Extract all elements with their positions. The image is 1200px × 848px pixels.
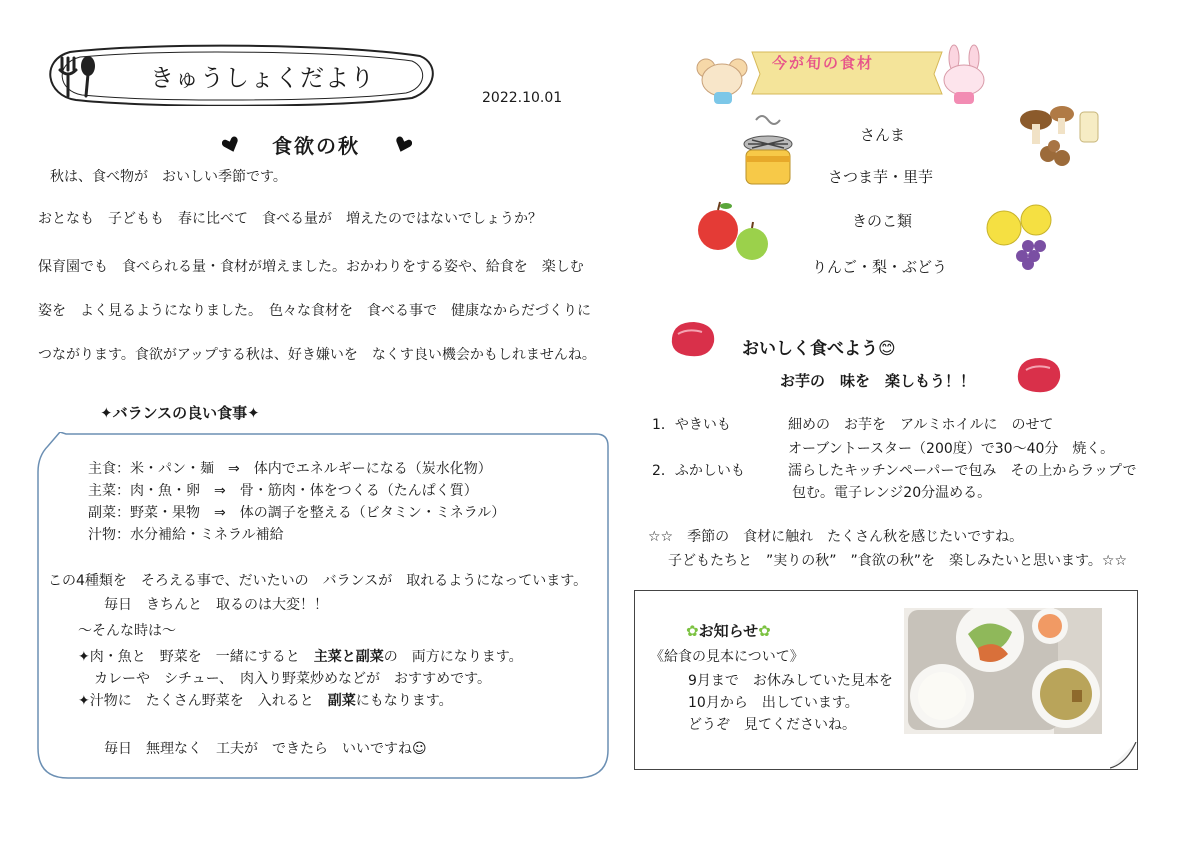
recipe-step: 細めの お芋を アルミホイルに のせて [788, 417, 1054, 433]
flower-icon: ✿ [758, 622, 771, 640]
sweet-potato-icon [1012, 352, 1066, 398]
recipe-heading: おいしく食べよう😊 [742, 339, 896, 359]
heart-icon [222, 136, 240, 154]
pear-grape-icon [984, 200, 1066, 272]
flower-icon: ✿ [686, 622, 699, 640]
tip-line: カレーや シチュー、 肉入り野菜炒めなどが おすすめです。 [94, 671, 492, 687]
seasonal-item: さつま芋・里芋 [828, 168, 934, 186]
balance-note: この4種類を そろえる事で、だいたいの バランスが 取れるようになっています。 [48, 573, 588, 589]
food-group-line: 主菜：肉・魚・卵 ⇒ 骨・筋肉・体をつくる（たんぱく質） [88, 483, 478, 499]
notice-line: どうぞ 見てくださいね。 [688, 717, 856, 733]
recipe-subheading: お芋の 味を 楽しもう！！ [780, 372, 976, 390]
sample-meal-photo [904, 608, 1102, 734]
food-group-line: 主食：米・パン・麺 ⇒ 体内でエネルギーになる（炭水化物） [88, 461, 492, 477]
notice-subtitle: 《給食の見本について》 [650, 649, 804, 665]
closing-line: 子どもたちと ”実りの秋” ”食欲の秋”を 楽しみたいと思います。☆☆ [668, 553, 1127, 569]
page-curl-corner [1110, 742, 1138, 770]
intro-line: おとなも 子どもも 春に比べて 食べる量が 増えたのではないでしょうか？ [38, 211, 542, 227]
recipe-step: 濡らしたキッチンペーパーで包み その上からラップで [788, 463, 1137, 479]
tip-line: ✦肉・魚と 野菜を 一緒にすると 主菜と副菜の 両方になります。 [78, 649, 523, 665]
notice-line: 9月まで お休みしていた見本を [688, 673, 893, 689]
grilled-fish-icon [738, 112, 798, 192]
rabbit-icon [944, 45, 984, 104]
notice-line: 10月から 出しています。 [688, 695, 859, 711]
closing-line: ☆☆ 季節の 食材に触れ たくさん秋を感じたいですね。 [648, 529, 1024, 545]
intro-line: つながります。食欲がアップする秋は、好き嫌いを なくす良い機会かもしれませんね。 [38, 347, 596, 363]
mushroom-icon [1014, 102, 1104, 174]
food-group-line: 汁物：水分補給・ミネラル補給 [88, 527, 284, 543]
recipe-step: オーブントースター（200度）で30～40分 焼く。 [788, 441, 1115, 457]
spoon-icon [81, 56, 95, 96]
banner-title: 今が旬の食材 [772, 54, 875, 72]
seasonal-item: きのこ類 [852, 212, 913, 230]
apple-icon [690, 200, 780, 268]
recipe-step: 包む。電子レンジ20分温める。 [792, 485, 992, 501]
balance-note: 毎日 きちんと 取るのは大変！！ [104, 597, 328, 613]
sweet-potato-icon [666, 318, 720, 360]
intro-line: 秋は、食べ物が おいしい季節です。 [50, 169, 287, 185]
tip-line: ✦汁物に たくさん野菜を 入れると 副菜にもなります。 [78, 693, 453, 709]
recipe-number: 2．ふかしいも [652, 463, 745, 479]
heading-text: 食欲の秋 [272, 134, 360, 158]
issue-date: 2022.10.01 [482, 90, 563, 106]
recipe-number: 1．やきいも [652, 417, 731, 433]
intro-line: 姿を よく見るようになりました。 色々な食材を 食べる事で 健康なからだづくりに [38, 303, 591, 319]
newsletter-title: きゅうしょくだより [150, 64, 375, 92]
intro-line: 保育園でも 食べられる量・食材が増えました。おかわりをする姿や、給食を 楽しむ [38, 259, 584, 275]
closing-line: 毎日 無理なく 工夫が できたら いいですね☺ [104, 741, 427, 757]
mouse-icon [697, 59, 747, 104]
seasonal-item: りんご・梨・ぶどう [812, 258, 948, 276]
heart-icon [394, 136, 412, 154]
section-heading [220, 130, 420, 160]
balance-title: ✦バランスの良い食事✦ [100, 404, 260, 422]
tips-intro: ～そんな時は～ [78, 623, 176, 639]
seasonal-item: さんま [860, 126, 906, 144]
notice-title: ✿お知らせ✿ [686, 622, 771, 640]
food-group-line: 副菜：野菜・果物 ⇒ 体の調子を整える（ビタミン・ミネラル） [88, 505, 506, 521]
